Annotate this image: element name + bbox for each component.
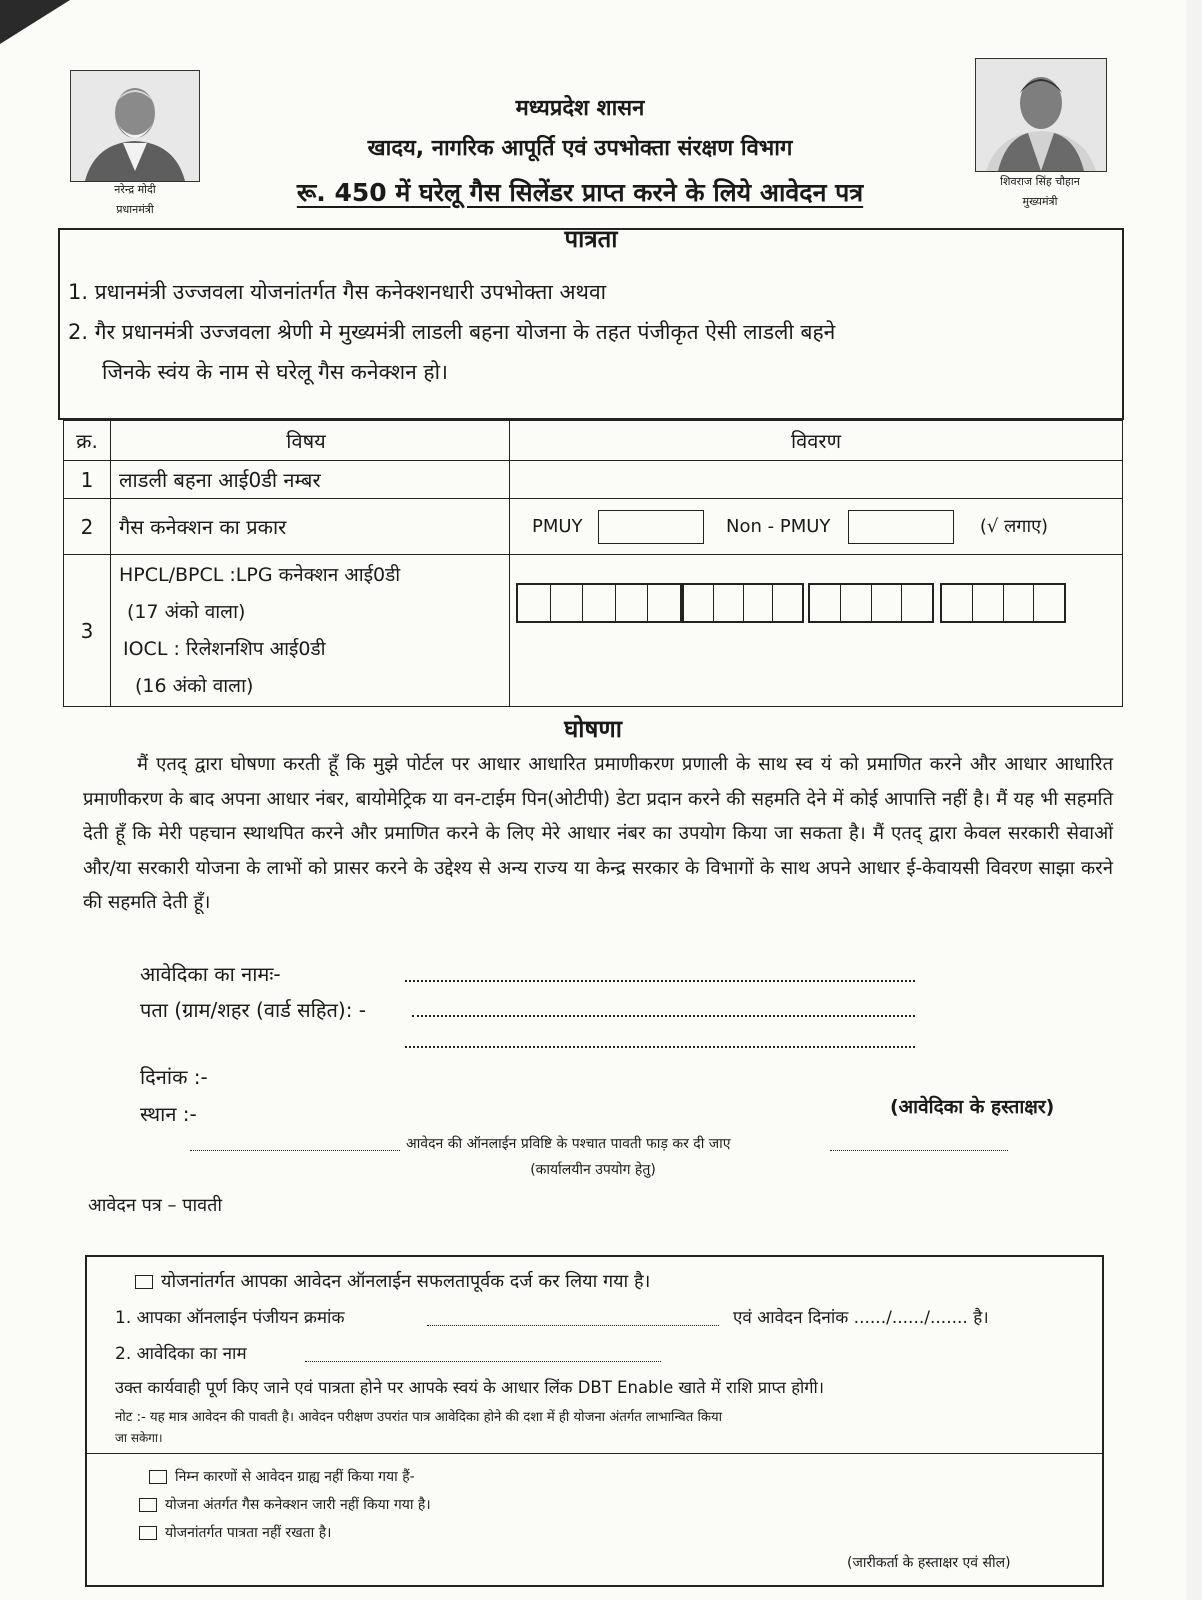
iocl-label: IOCL : रिलेशनशिप आई0डी: [123, 638, 326, 660]
applicant-signature-label: (आवेदिका के हस्ताक्षर): [890, 1096, 1055, 1118]
eligibility-title: पात्रता: [564, 225, 618, 253]
col-header-detail: विवरण: [510, 421, 1123, 461]
reject-reason-2-text: योजनांतर्गत पात्रता नहीं रखता है।: [165, 1525, 332, 1541]
pmuy-checkbox[interactable]: [598, 510, 704, 544]
receipt-box: [85, 1255, 1104, 1587]
reject-reason-1-text: योजना अंतर्गत गैस कनेक्शन जारी नहीं किया गया है।: [165, 1497, 431, 1513]
reject-reason-2-checkbox[interactable]: [139, 1526, 157, 1540]
connection-id-field: [510, 555, 1123, 707]
address-label: पता (ग्राम/शहर (वार्ड सहित): -: [140, 998, 367, 1022]
cut-line-left: [190, 1150, 400, 1151]
pm-caption: [70, 180, 200, 220]
reg-no-label: 1. आपका ऑनलाईन पंजीयन क्रमांक: [115, 1308, 345, 1328]
row-no: 2: [64, 499, 111, 555]
date-label: दिनांक :-: [140, 1065, 208, 1089]
row-subject-connection-id: [111, 555, 510, 707]
office-use-label: (कार्यालयीन उपयोग हेतु): [530, 1162, 656, 1178]
col-header-subject: विषय: [111, 421, 510, 461]
application-date-text: एवं आवेदन दिनांक ....../....../....... है।: [733, 1308, 989, 1328]
issuer-signature-label: (जारीकर्ता के हस्ताक्षर एवं सील): [847, 1555, 1011, 1571]
col-header-no: क्र.: [64, 421, 111, 461]
hpcl-bpcl-label: HPCL/BPCL :LPG कनेक्शन आई0डी: [119, 564, 401, 586]
success-line: [135, 1269, 650, 1293]
cm-photo: [975, 58, 1107, 172]
row-no: 3: [64, 555, 111, 707]
digit-boxes-group-2[interactable]: [682, 583, 804, 623]
pm-title: प्रधानमंत्री: [116, 203, 154, 216]
digits-16-label: (16 अंको वाला): [135, 675, 254, 697]
ladli-id-field[interactable]: [510, 461, 1123, 499]
receipt-applicant-label: 2. आवेदिका का नाम: [115, 1344, 247, 1364]
success-checkbox[interactable]: [135, 1275, 153, 1289]
form-title: रू. 450 में घरेलू गैस सिलेंडर प्राप्त करने के लिये आवेदन पत्र: [296, 178, 864, 207]
reject-title: निम्न कारणों से आवेदन ग्राह्य नहीं किया गया हैं-: [175, 1469, 415, 1485]
applicant-name-label: आवेदिका का नामः-: [140, 962, 281, 986]
cm-title: मुख्यमंत्री: [1022, 195, 1058, 208]
gas-type-options: [510, 499, 1123, 555]
eligibility-item-2-cont: जिनके स्वंय के नाम से घरेलू गैस कनेक्शन हो।: [102, 360, 448, 384]
receipt-applicant-field[interactable]: [305, 1361, 661, 1362]
govt-heading: मध्यप्रदेश शासन: [515, 96, 645, 121]
digit-boxes-group-3[interactable]: [808, 583, 934, 623]
digit-boxes-group-1[interactable]: [516, 583, 682, 623]
tick-instruction: (√ लगाए): [979, 515, 1049, 537]
cut-line-right: [830, 1150, 1008, 1151]
reject-reason-1: [139, 1495, 431, 1514]
row-subject-gas-type: गैस कनेक्शन का प्रकार: [111, 499, 510, 555]
table-row: [64, 555, 1123, 707]
table-row: [64, 461, 1123, 499]
place-label: स्थान :-: [140, 1102, 197, 1126]
cm-name: शिवराज सिंह चौहान: [1000, 175, 1080, 188]
declaration-title: घोषणा: [564, 715, 622, 743]
reject-reason-2: [139, 1523, 331, 1542]
cut-line-text: आवेदन की ऑनलाईन प्रविष्टि के पश्चात पावती फाड़ कर दी जाए: [406, 1136, 731, 1152]
reject-title-line: [149, 1467, 415, 1486]
table-header-row: [64, 421, 1123, 461]
reg-no-field[interactable]: [427, 1325, 719, 1326]
row-subject-ladli-id: लाडली बहना आई0डी नम्बर: [111, 461, 510, 499]
applicant-name-field[interactable]: [405, 980, 915, 982]
pmuy-label: PMUY: [532, 515, 583, 537]
cm-caption: [975, 172, 1105, 212]
scan-corner-shadow: [0, 0, 70, 44]
declaration-body: मैं एतद् द्वारा घोषणा करती हूँ कि मुझे पोर्टल पर आधार आधारित प्रमाणीकरण प्रणाली के साथ स्व यं को प्रमाणित करने और आधार आधारित प्रमाणीकरण के बाद अपना आधार नंबर, बायोमेट्रिक या वन-टाईम पिन(ओटीपी) डेटा प्रदान करने की सहमति देने में कोई आपात्ति नहीं है। मैं यह भी सहमति देती हूँ कि मेरी पहचान स्थाथपित करने और प्रमाणित करने के लिए मेरे आधार नंबर का उपयोग किया जा सकता है। मैं एतद् द्वारा केवल सरकारी सेवाओं और/या सरकारी योजना के लाभों को प्रासर करने के उद्देश्य से अन्य राज्य या केन्द्र सरकार के विभागों के साथ अपने आधार ई-केवायसी विवरण साझा करने की सहमति देती हूँ।: [83, 754, 1113, 913]
eligibility-item-2: 2. गैर प्रधानमंत्री उज्जवला श्रेणी मे मुख्यमंत्री लाडली बहना योजना के तहत पंजीकृत ऐसी लाडली बहने: [68, 320, 836, 344]
eligibility-box: [58, 225, 1124, 420]
receipt-title: आवेदन पत्र – पावती: [88, 1195, 223, 1216]
pm-photo: [70, 70, 200, 182]
non-pmuy-label: Non - PMUY: [726, 515, 831, 537]
department-heading: खादय, नागरिक आपूर्ति एवं उपभोक्ता संरक्षण विभाग: [367, 136, 793, 161]
success-text: योजनांतर्गत आपका आवेदन ऑनलाईन सफलतापूर्वक दर्ज कर लिया गया है।: [161, 1271, 651, 1292]
note-text: नोट :- यह मात्र आवेदन की पावती है। आवेदन परीक्षण उपरांत पात्र आवेदिका होने की दशा में ही योजना अंतर्गत लाभान्वित किया: [115, 1410, 723, 1425]
dbt-text: उक्त कार्यवाही पूर्ण किए जाने एवं पात्रता होने पर आपके स्वयं के आधार लिंक DBT Enable खाते में राशि प्राप्त होगी।: [115, 1378, 825, 1397]
note-text-cont: जा सकेगा।: [115, 1431, 163, 1445]
declaration-text: [83, 748, 1113, 921]
address-field-line-1[interactable]: [412, 1015, 915, 1017]
pm-name: नरेन्द्र मोदी: [114, 183, 156, 196]
details-table: [63, 420, 1123, 707]
digits-17-label: (17 अंको वाला): [127, 601, 246, 623]
receipt-divider: [87, 1453, 1102, 1454]
table-row: [64, 499, 1123, 555]
reject-reason-1-checkbox[interactable]: [139, 1498, 157, 1512]
address-field-line-2[interactable]: [405, 1046, 915, 1048]
digit-boxes-group-4[interactable]: [940, 583, 1066, 623]
reject-title-checkbox[interactable]: [149, 1470, 167, 1484]
eligibility-item-1: 1. प्रधानमंत्री उज्जवला योजनांतर्गत गैस कनेक्शनधारी उपभोक्ता अथवा: [68, 280, 607, 304]
row-no: 1: [64, 461, 111, 499]
non-pmuy-checkbox[interactable]: [848, 510, 954, 544]
